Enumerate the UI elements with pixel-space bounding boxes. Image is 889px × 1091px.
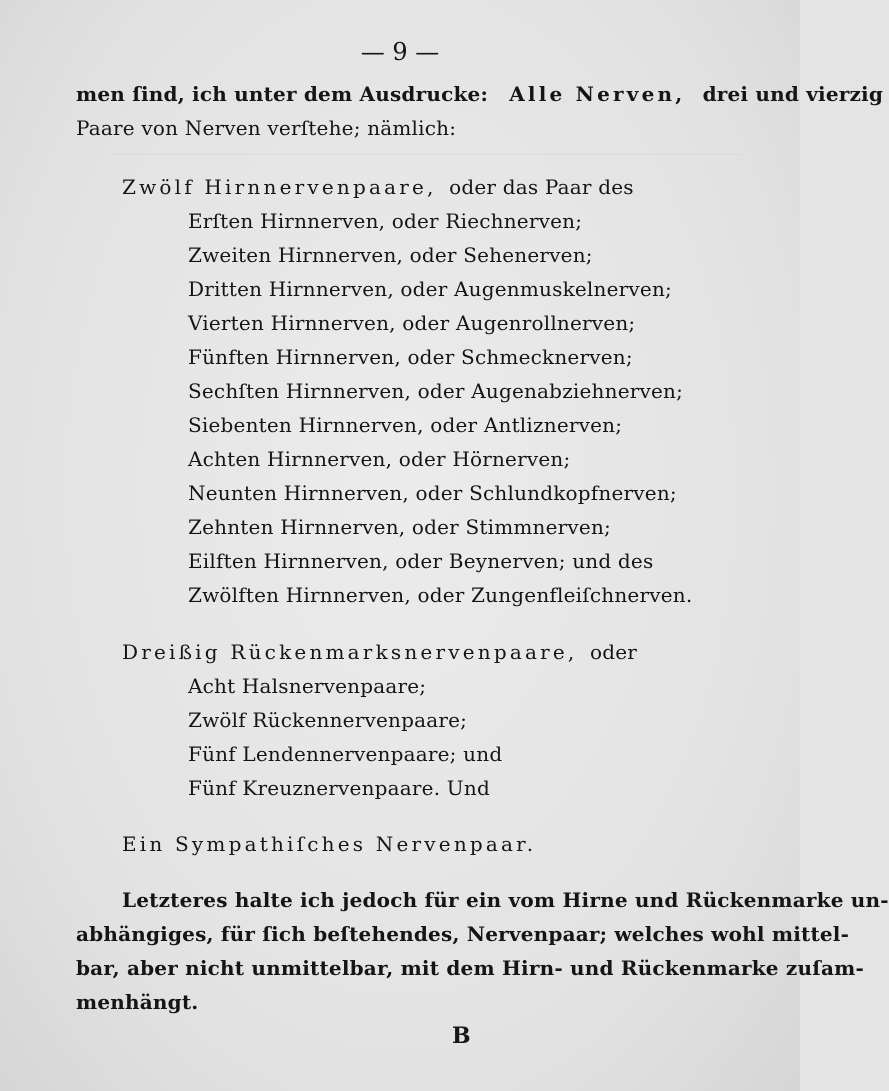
spinal-heading-rest: oder — [590, 640, 638, 664]
spinal-heading-spaced: Dreißig Rückenmarksnervenpaare, — [122, 640, 578, 664]
cranial-heading — [122, 175, 634, 199]
signature-mark: B — [452, 1023, 471, 1049]
intro-line-2: Paare von Nerven verſtehe; nämlich: — [76, 116, 457, 140]
cranial-heading-spaced: Zwölf Hirnnervenpaare, — [122, 175, 437, 199]
cranial-item: Vierten Hirnnerven, oder Augenrollnerven; — [188, 311, 636, 335]
cranial-heading-rest: oder das Paar des — [449, 175, 634, 199]
spinal-item: Zwölf Rückennervenpaare; — [188, 708, 468, 732]
closing-line: Letzteres halte ich jedoch für ein vom Hirne und Rückenmarke un- — [122, 888, 889, 912]
page-number: — 9 — — [360, 38, 440, 66]
cranial-item: Erſten Hirnnerven, oder Riechnerven; — [188, 209, 583, 233]
spinal-item: Fünf Kreuznervenpaare. Und — [188, 776, 490, 800]
closing-line: menhängt. — [76, 990, 199, 1014]
closing-line: abhängiges, für ſich beſtehendes, Nervenpaar; welches wohl mittel- — [76, 922, 850, 946]
cranial-item: Zweiten Hirnnerven, oder Sehenerven; — [188, 243, 593, 267]
spinal-item: Acht Halsnervenpaare; — [188, 674, 427, 698]
spinal-item: Fünf Lendennervenpaare; und — [188, 742, 503, 766]
intro-line-1-end: drei und vierzig — [702, 82, 884, 106]
cranial-item: Siebenten Hirnnerven, oder Antliznerven; — [188, 413, 623, 437]
closing-line: bar, aber nicht unmittelbar, mit dem Hirn- und Rückenmarke zuſam- — [76, 956, 865, 980]
intro-line-1 — [76, 82, 884, 106]
cranial-item: Zwölften Hirnnerven, oder Zungenfleiſchnerven. — [188, 583, 693, 607]
cranial-item: Neunten Hirnnerven, oder Schlundkopfnerven; — [188, 481, 677, 505]
intro-line-1-start: men ſind, ich unter dem Ausdrucke: — [76, 82, 489, 106]
cranial-item: Fünften Hirnnerven, oder Schmecknerven; — [188, 345, 633, 369]
sympathetic-heading: Ein Sympathiſches Nervenpaar. — [122, 832, 537, 856]
cranial-item: Achten Hirnnerven, oder Hörnerven; — [188, 447, 571, 471]
intro-line-1-spaced: Alle Nerven, — [509, 82, 686, 106]
cranial-item: Eilften Hirnnerven, oder Beynerven; und des — [188, 549, 654, 573]
cranial-item: Dritten Hirnnerven, oder Augenmuskelnerven; — [188, 277, 672, 301]
spinal-heading — [122, 640, 637, 664]
cranial-item: Zehnten Hirnnerven, oder Stimmnerven; — [188, 515, 611, 539]
cranial-item: Sechſten Hirnnerven, oder Augenabziehnerven; — [188, 379, 684, 403]
